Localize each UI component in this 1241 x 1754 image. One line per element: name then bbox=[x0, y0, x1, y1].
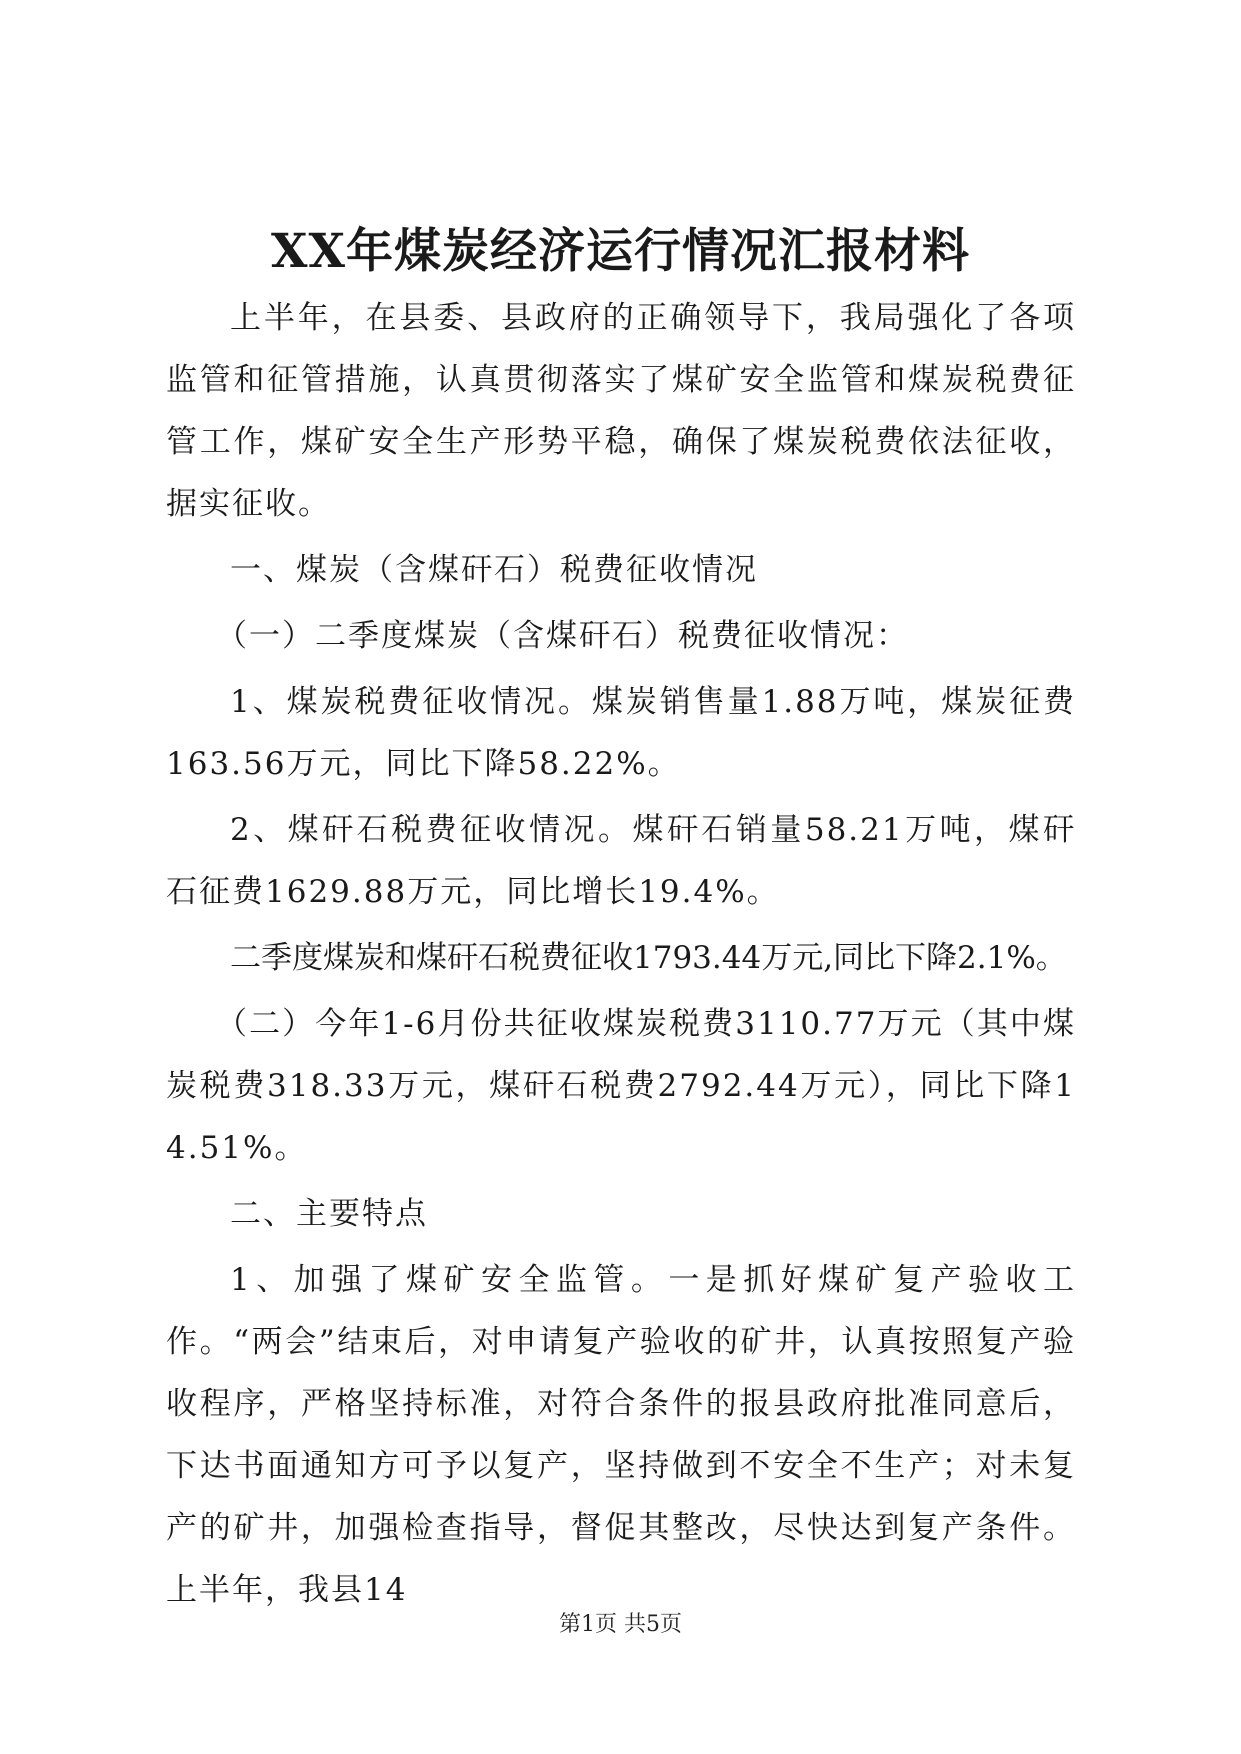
document-title: XX年煤炭经济运行情况汇报材料 bbox=[271, 224, 970, 279]
paragraph-gangue-fees: 2、煤矸石税费征收情况。煤矸石销量58.21万吨，煤矸石征费1629.88万元，同比增长19.4%。 bbox=[166, 812, 1076, 910]
subsection-heading-2: （二）今年1-6月份共征收煤炭税费3110.77万元（其中煤炭税费318.33万元，煤矸石税费2792.44万元），同比下降14.51%。 bbox=[166, 1006, 1076, 1166]
document-body bbox=[166, 287, 1076, 1625]
page-footer: 第1页 共5页 bbox=[559, 1612, 682, 1637]
section-heading-2: 二、主要特点 bbox=[230, 1196, 428, 1232]
subsection-heading-1: （一）二季度煤炭（含煤矸石）税费征收情况： bbox=[216, 618, 909, 654]
paragraph-coal-fees: 1、煤炭税费征收情况。煤炭销售量1.88万吨，煤炭征费163.56万元，同比下降58.22%。 bbox=[166, 684, 1076, 782]
paragraph-q2-total: 二季度煤炭和煤矸石税费征收1793.44万元,同比下降2.1%。 bbox=[230, 940, 1067, 976]
section-heading-1: 一、煤炭（含煤矸石）税费征收情况 bbox=[230, 552, 758, 588]
paragraph-intro: 上半年，在县委、县政府的正确领导下，我局强化了各项监管和征管措施，认真贯彻落实了煤矿安全监管和煤炭税费征管工作，煤矿安全生产形势平稳，确保了煤炭税费依法征收，据实征收。 bbox=[166, 300, 1076, 522]
paragraph-safety-supervision: 1、加强了煤矿安全监管。一是抓好煤矿复产验收工作。“两会”结束后，对申请复产验收的矿井，认真按照复产验收程序，严格坚持标准，对符合条件的报县政府批准同意后，下达书面通知方可予以复产，坚持做到不安全不生产；对未复产的矿井，加强检查指导，督促其整改，尽快达到复产条件。上半年，我县14 bbox=[166, 1262, 1076, 1608]
